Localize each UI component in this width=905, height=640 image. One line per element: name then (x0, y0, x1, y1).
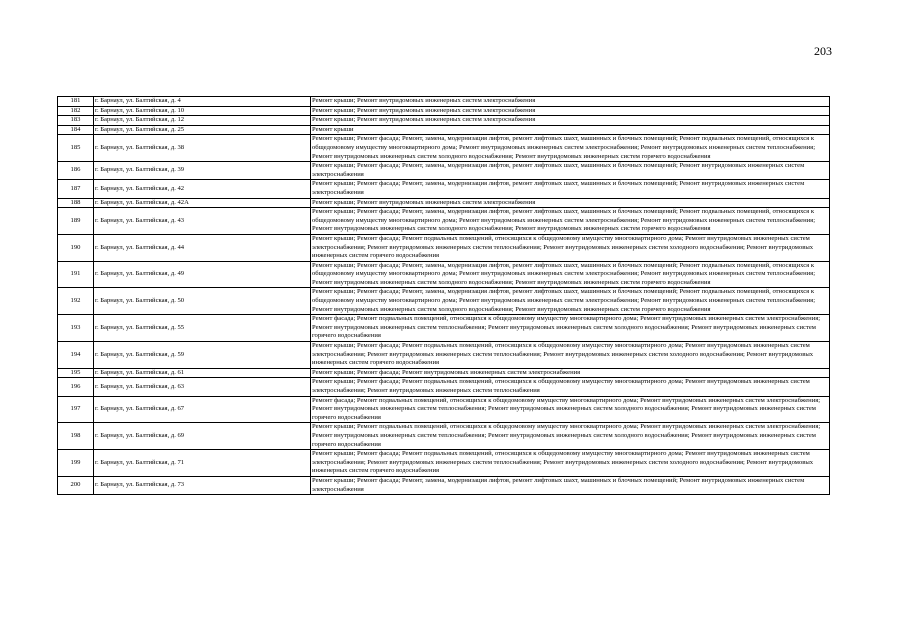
row-number: 184 (58, 125, 94, 135)
row-address: г. Барнаул, ул. Балтийская, д. 43 (94, 208, 311, 235)
row-address: г. Барнаул, ул. Балтийская, д. 39 (94, 162, 311, 180)
row-number: 185 (58, 135, 94, 162)
row-number: 181 (58, 97, 94, 107)
row-address: г. Барнаул, ул. Балтийская, д. 73 (94, 476, 311, 494)
row-works: Ремонт крыши; Ремонт фасада; Ремонт подвальных помещений, относящихся к общедомовому имуществу многоквартирного дома; Ремонт внутридомовых инженерных систем электроснабжения; Ремонт внутридомовых инженерных систем теплоснабжения; Ремонт внутридомовых инженерных систем холодного водоснабжения; Ремонт внутридомовых инженерных систем горячего водоснабжения (311, 342, 830, 369)
table-row (58, 476, 830, 494)
table-row (58, 162, 830, 180)
table-row (58, 315, 830, 342)
row-works: Ремонт фасада; Ремонт подвальных помещений, относящихся к общедомовому имуществу многоквартирного дома; Ремонт внутридомовых инженерных систем электроснабжения; Ремонт внутридомовых инженерных систем теплоснабжения; Ремонт внутридомовых инженерных систем холодного водоснабжения; Ремонт внутридомовых инженерных систем горячего водоснабжения (311, 315, 830, 342)
row-number: 194 (58, 342, 94, 369)
row-works: Ремонт крыши; Ремонт фасада; Ремонт подвальных помещений, относящихся к общедомовому имуществу многоквартирного дома; Ремонт внутридомовых инженерных систем электроснабжения; Ремонт внутридомовых инженерных систем теплоснабжения; Ремонт внутридомовых инженерных систем холодного водоснабжения; Ремонт внутридомовых инженерных систем горячего водоснабжения (311, 234, 830, 261)
page-number: 203 (814, 44, 832, 58)
table-row (58, 198, 830, 208)
table-row (58, 97, 830, 107)
row-address: г. Барнаул, ул. Балтийская, д. 59 (94, 342, 311, 369)
table-row (58, 116, 830, 126)
row-works: Ремонт крыши; Ремонт фасада; Ремонт подвальных помещений, относящихся к общедомовому имуществу многоквартирного дома; Ремонт внутридомовых инженерных систем электроснабжения; Ремонт внутридомовых инженерных систем теплоснабжения; Ремонт внутридомовых инженерных систем холодного водоснабжения; Ремонт внутридомовых инженерных систем горячего водоснабжения (311, 450, 830, 477)
row-works: Ремонт крыши; Ремонт подвальных помещений, относящихся к общедомовому имуществу многоквартирного дома; Ремонт внутридомовых инженерных систем электроснабжения; Ремонт внутридомовых инженерных систем теплоснабжения; Ремонт внутридомовых инженерных систем холодного водоснабжения; Ремонт внутридомовых инженерных систем горячего водоснабжения (311, 423, 830, 450)
row-works: Ремонт крыши; Ремонт фасада; Ремонт, замена, модернизация лифтов, ремонт лифтовых шахт, машинных и блочных помещений; Ремонт подвальных помещений, относящихся к общедомовому имуществу многоквартирного дома; Ремонт внутридомовых инженерных систем электроснабжения; Ремонт внутридомовых инженерных систем теплоснабжения; Ремонт внутридомовых инженерных систем холодного водоснабжения; Ремонт внутридомовых инженерных систем горячего водоснабжения (311, 135, 830, 162)
table-row (58, 368, 830, 378)
repair-register-table (57, 96, 830, 495)
table-row (58, 378, 830, 396)
row-number: 193 (58, 315, 94, 342)
row-works: Ремонт крыши; Ремонт фасада; Ремонт, замена, модернизация лифтов, ремонт лифтовых шахт, машинных и блочных помещений; Ремонт внутридомовых инженерных систем электроснабжения (311, 162, 830, 180)
table-row (58, 450, 830, 477)
row-number: 188 (58, 198, 94, 208)
row-number: 187 (58, 180, 94, 198)
row-address: г. Барнаул, ул. Балтийская, д. 44 (94, 234, 311, 261)
row-address: г. Барнаул, ул. Балтийская, д. 67 (94, 396, 311, 423)
row-works: Ремонт крыши; Ремонт внутридомовых инженерных систем электроснабжения (311, 116, 830, 126)
row-works: Ремонт крыши; Ремонт фасада; Ремонт, замена, модернизация лифтов, ремонт лифтовых шахт, машинных и блочных помещений; Ремонт подвальных помещений, относящихся к общедомовому имуществу многоквартирного дома; Ремонт внутридомовых инженерных систем электроснабжения; Ремонт внутридомовых инженерных систем теплоснабжения; Ремонт внутридомовых инженерных систем холодного водоснабжения; Ремонт внутридомовых инженерных систем горячего водоснабжения (311, 208, 830, 235)
row-address: г. Барнаул, ул. Балтийская, д. 42 (94, 180, 311, 198)
row-address: г. Барнаул, ул. Балтийская, д. 55 (94, 315, 311, 342)
table-row (58, 125, 830, 135)
row-works: Ремонт крыши; Ремонт внутридомовых инженерных систем электроснабжения (311, 106, 830, 116)
row-address: г. Барнаул, ул. Балтийская, д. 4 (94, 97, 311, 107)
row-address: г. Барнаул, ул. Балтийская, д. 69 (94, 423, 311, 450)
table-row (58, 423, 830, 450)
row-number: 191 (58, 261, 94, 288)
row-address: г. Барнаул, ул. Балтийская, д. 10 (94, 106, 311, 116)
row-works: Ремонт крыши; Ремонт фасада; Ремонт, замена, модернизация лифтов, ремонт лифтовых шахт, машинных и блочных помещений; Ремонт подвальных помещений, относящихся к общедомовому имуществу многоквартирного дома; Ремонт внутридомовых инженерных систем электроснабжения; Ремонт внутридомовых инженерных систем теплоснабжения; Ремонт внутридомовых инженерных систем холодного водоснабжения; Ремонт внутридомовых инженерных систем горячего водоснабжения (311, 288, 830, 315)
row-number: 195 (58, 368, 94, 378)
table-row (58, 261, 830, 288)
row-number: 183 (58, 116, 94, 126)
row-address: г. Барнаул, ул. Балтийская, д. 12 (94, 116, 311, 126)
row-works: Ремонт крыши; Ремонт внутридомовых инженерных систем электроснабжения (311, 97, 830, 107)
row-works: Ремонт крыши; Ремонт фасада; Ремонт подвальных помещений, относящихся к общедомовому имуществу многоквартирного дома; Ремонт внутридомовых инженерных систем электроснабжения; Ремонт внутридомовых инженерных систем теплоснабжения (311, 378, 830, 396)
row-number: 200 (58, 476, 94, 494)
row-works: Ремонт крыши; Ремонт фасада; Ремонт, замена, модернизация лифтов, ремонт лифтовых шахт, машинных и блочных помещений; Ремонт подвальных помещений, относящихся к общедомовому имуществу многоквартирного дома; Ремонт внутридомовых инженерных систем электроснабжения; Ремонт внутридомовых инженерных систем теплоснабжения; Ремонт внутридомовых инженерных систем холодного водоснабжения; Ремонт внутридомовых инженерных систем горячего водоснабжения (311, 261, 830, 288)
table-row (58, 288, 830, 315)
row-number: 196 (58, 378, 94, 396)
row-number: 189 (58, 208, 94, 235)
row-works: Ремонт крыши; Ремонт фасада; Ремонт, замена, модернизация лифтов, ремонт лифтовых шахт, машинных и блочных помещений; Ремонт внутридомовых инженерных систем электроснабжения (311, 180, 830, 198)
row-works: Ремонт фасада; Ремонт подвальных помещений, относящихся к общедомовому имуществу многоквартирного дома; Ремонт внутридомовых инженерных систем электроснабжения; Ремонт внутридомовых инженерных систем теплоснабжения; Ремонт внутридомовых инженерных систем холодного водоснабжения; Ремонт внутридомовых инженерных систем горячего водоснабжения (311, 396, 830, 423)
row-number: 186 (58, 162, 94, 180)
row-works: Ремонт крыши (311, 125, 830, 135)
row-number: 197 (58, 396, 94, 423)
table-row (58, 234, 830, 261)
row-address: г. Барнаул, ул. Балтийская, д. 38 (94, 135, 311, 162)
row-number: 182 (58, 106, 94, 116)
row-address: г. Барнаул, ул. Балтийская, д. 25 (94, 125, 311, 135)
row-address: г. Барнаул, ул. Балтийская, д. 42А (94, 198, 311, 208)
row-number: 198 (58, 423, 94, 450)
table-row (58, 208, 830, 235)
row-number: 192 (58, 288, 94, 315)
table-row (58, 135, 830, 162)
table-row (58, 180, 830, 198)
table-row (58, 106, 830, 116)
table-row (58, 342, 830, 369)
row-works: Ремонт крыши; Ремонт фасада; Ремонт внутридомовых инженерных систем электроснабжения (311, 368, 830, 378)
row-address: г. Барнаул, ул. Балтийская, д. 71 (94, 450, 311, 477)
row-address: г. Барнаул, ул. Балтийская, д. 63 (94, 378, 311, 396)
row-number: 199 (58, 450, 94, 477)
row-address: г. Барнаул, ул. Балтийская, д. 49 (94, 261, 311, 288)
row-number: 190 (58, 234, 94, 261)
row-works: Ремонт крыши; Ремонт фасада; Ремонт, замена, модернизация лифтов, ремонт лифтовых шахт, машинных и блочных помещений; Ремонт внутридомовых инженерных систем электроснабжения (311, 476, 830, 494)
row-address: г. Барнаул, ул. Балтийская, д. 61 (94, 368, 311, 378)
table-row (58, 396, 830, 423)
row-address: г. Барнаул, ул. Балтийская, д. 50 (94, 288, 311, 315)
row-works: Ремонт крыши; Ремонт внутридомовых инженерных систем электроснабжения (311, 198, 830, 208)
